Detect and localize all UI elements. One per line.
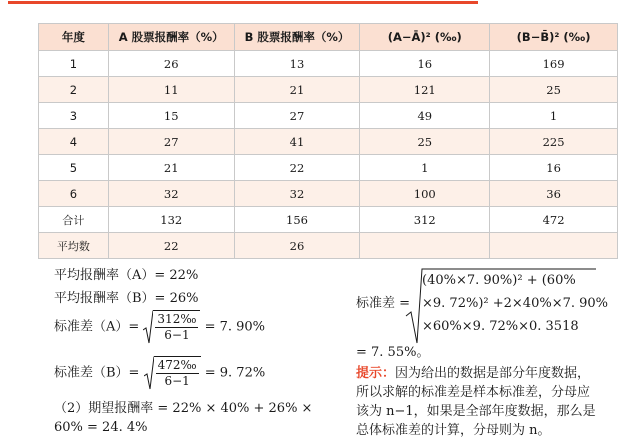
std-a-denominator: 6−1 — [164, 328, 190, 342]
table-row — [39, 129, 618, 155]
cell-a-return: 32 — [108, 181, 234, 207]
cell-a-deviation-sq: 1 — [360, 155, 490, 181]
cell-b-return: 32 — [234, 181, 360, 207]
tip-label: 提示： — [356, 366, 396, 381]
cell-b-deviation-sq: 225 — [490, 129, 618, 155]
tip-line-2: 所以求解的标准差是样本标准差，分母应 — [356, 385, 591, 400]
cell-a-deviation-sq — [360, 233, 490, 259]
table-row — [39, 155, 618, 181]
cell-a-return: 26 — [108, 51, 234, 77]
std-b-denominator: 6−1 — [164, 374, 190, 388]
returns-table — [38, 23, 618, 259]
std-b-numerator: 472‰ — [157, 358, 197, 372]
cell-a-deviation-sq: 16 — [360, 51, 490, 77]
cell-year: 6 — [39, 181, 109, 207]
cell-a-deviation-sq: 25 — [360, 129, 490, 155]
table-row — [39, 181, 618, 207]
table-row — [39, 77, 618, 103]
expected-return-line1: （2）期望报酬率 = 22% × 40% + 26% × — [54, 401, 313, 416]
std-a-label: 标准差（A）= — [54, 319, 140, 335]
sqrt-line-2: ×9. 72%)² +2×40%×7. 90% — [422, 296, 609, 311]
cell-a-return: 11 — [108, 77, 234, 103]
cell-a-return: 132 — [108, 207, 234, 233]
cell-b-deviation-sq: 25 — [490, 77, 618, 103]
tip-line-4: 总体标准差的计算，分母则为 n。 — [356, 423, 551, 438]
header-b-return: B 股票报酬率（%） — [234, 24, 360, 51]
tip-text-1: 因为给出的数据是部分年度数据， — [395, 366, 591, 381]
cell-year: 2 — [39, 77, 109, 103]
std-a-numerator: 312‰ — [157, 312, 197, 326]
tip-line-1 — [356, 366, 590, 382]
top-accent-rule — [8, 1, 478, 4]
cell-year: 1 — [39, 51, 109, 77]
sqrt-line-3: ×60%×9. 72%×0. 3518 — [422, 319, 579, 334]
cell-b-return: 156 — [234, 207, 360, 233]
cell-a-deviation-sq: 49 — [360, 103, 490, 129]
expected-return-line2: 60% = 24. 4% — [54, 420, 148, 435]
cell-a-return: 27 — [108, 129, 234, 155]
table-row — [39, 51, 618, 77]
cell-b-deviation-sq: 1 — [490, 103, 618, 129]
cell-b-deviation-sq: 16 — [490, 155, 618, 181]
cell-year: 5 — [39, 155, 109, 181]
cell-year: 4 — [39, 129, 109, 155]
table-row — [39, 103, 618, 129]
cell-b-deviation-sq: 169 — [490, 51, 618, 77]
cell-b-return: 27 — [234, 103, 360, 129]
radical-icon — [143, 310, 153, 344]
cell-a-deviation-sq: 100 — [360, 181, 490, 207]
avg-return-b: 平均报酬率（B）= 26% — [54, 291, 199, 306]
cell-b-deviation-sq: 36 — [490, 181, 618, 207]
cell-year: 平均数 — [39, 233, 109, 259]
cell-b-return: 26 — [234, 233, 360, 259]
cell-a-deviation-sq: 121 — [360, 77, 490, 103]
header-b-deviation-sq: (B−B̄)² (‰) — [490, 24, 618, 51]
table-row — [39, 233, 618, 259]
cell-year: 3 — [39, 103, 109, 129]
portfolio-std-sqrt — [400, 268, 609, 344]
cell-a-return: 22 — [108, 233, 234, 259]
cell-b-return: 41 — [234, 129, 360, 155]
cell-year: 合计 — [39, 207, 109, 233]
tip-line-3: 该为 n−1，如果是全部年度数据，那么是 — [356, 404, 596, 419]
std-a-result: = 7. 90% — [204, 319, 266, 335]
cell-a-return: 21 — [108, 155, 234, 181]
cell-b-return: 13 — [234, 51, 360, 77]
cell-a-deviation-sq: 312 — [360, 207, 490, 233]
table-row — [39, 207, 618, 233]
header-a-deviation-sq: (A−Ā)² (‰) — [360, 24, 490, 51]
std-a-formula — [54, 310, 265, 344]
cell-b-deviation-sq — [490, 233, 618, 259]
std-b-result: = 9. 72% — [204, 365, 266, 381]
radical-icon — [144, 356, 154, 390]
std-b-formula — [54, 356, 265, 390]
std-b-label: 标准差（B）= — [54, 365, 140, 381]
cell-b-return: 22 — [234, 155, 360, 181]
sqrt-line-1: (40%×7. 90%)² + (60% — [422, 273, 576, 288]
avg-return-a: 平均报酬率（A）= 22% — [54, 268, 199, 283]
table-body — [39, 51, 618, 259]
cell-b-deviation-sq: 472 — [490, 207, 618, 233]
std-a-sqrt — [143, 310, 200, 344]
portfolio-std-label: 标准差 = — [356, 296, 411, 311]
table-header-row — [39, 24, 618, 51]
portfolio-std-result: = 7. 55%。 — [356, 345, 430, 360]
std-b-sqrt — [144, 356, 201, 390]
cell-b-return: 21 — [234, 77, 360, 103]
cell-a-return: 15 — [108, 103, 234, 129]
header-year: 年度 — [39, 24, 109, 51]
header-a-return: A 股票报酬率（%） — [108, 24, 234, 51]
